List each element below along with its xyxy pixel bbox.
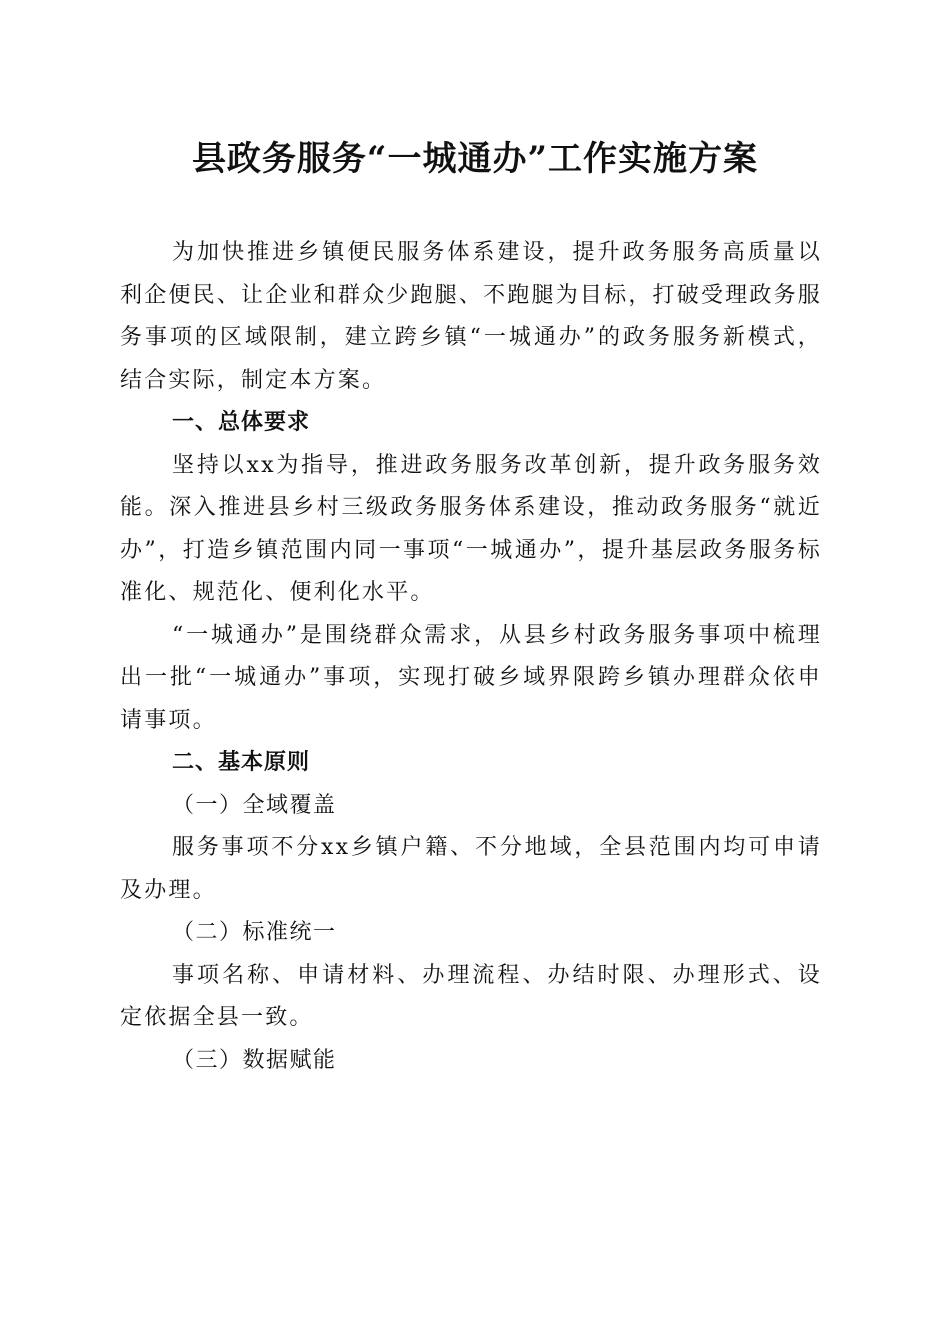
overall-requirements-paragraph: 坚持以xx为指导，推进政务服务改革创新，提升政务服务效能。深入推进县乡村三级政务服务体系建设，推动政务服务“就近办”，打造乡镇范围内同一事项“一城通办”，提升基层政务服务标准化、规范化、便利化水平。 bbox=[120, 452, 822, 605]
section-heading-overall-requirements: 一、总体要求 bbox=[172, 410, 311, 435]
document-body bbox=[120, 232, 822, 1082]
subheading-unified-standards: （二）标准统一 bbox=[172, 920, 337, 945]
one-city-service-paragraph: “一城通办”是围绕群众需求，从县乡村政务服务事项中梳理出一批“一城通办”事项，实现打破乡域界限跨乡镇办理群众依申请事项。 bbox=[120, 622, 822, 733]
full-coverage-paragraph: 服务事项不分xx乡镇户籍、不分地域，全县范围内均可申请及办理。 bbox=[120, 835, 822, 903]
intro-paragraph: 为加快推进乡镇便民服务体系建设，提升政务服务高质量以利企便民、让企业和群众少跑腿、不跑腿为目标，打破受理政务服务事项的区域限制，建立跨乡镇“一城通办”的政务服务新模式，结合实际，制定本方案。 bbox=[120, 240, 822, 393]
section-heading-basic-principles: 二、基本原则 bbox=[172, 750, 311, 775]
subheading-full-coverage: （一）全域覆盖 bbox=[172, 792, 337, 818]
unified-standards-paragraph: 事项名称、申请材料、办理流程、办结时限、办理形式、设定依据全县一致。 bbox=[120, 962, 822, 1030]
subheading-data-empowerment: （三）数据赋能 bbox=[172, 1047, 337, 1073]
document-title: 县政务服务“一城通办”工作实施方案 bbox=[191, 139, 759, 179]
